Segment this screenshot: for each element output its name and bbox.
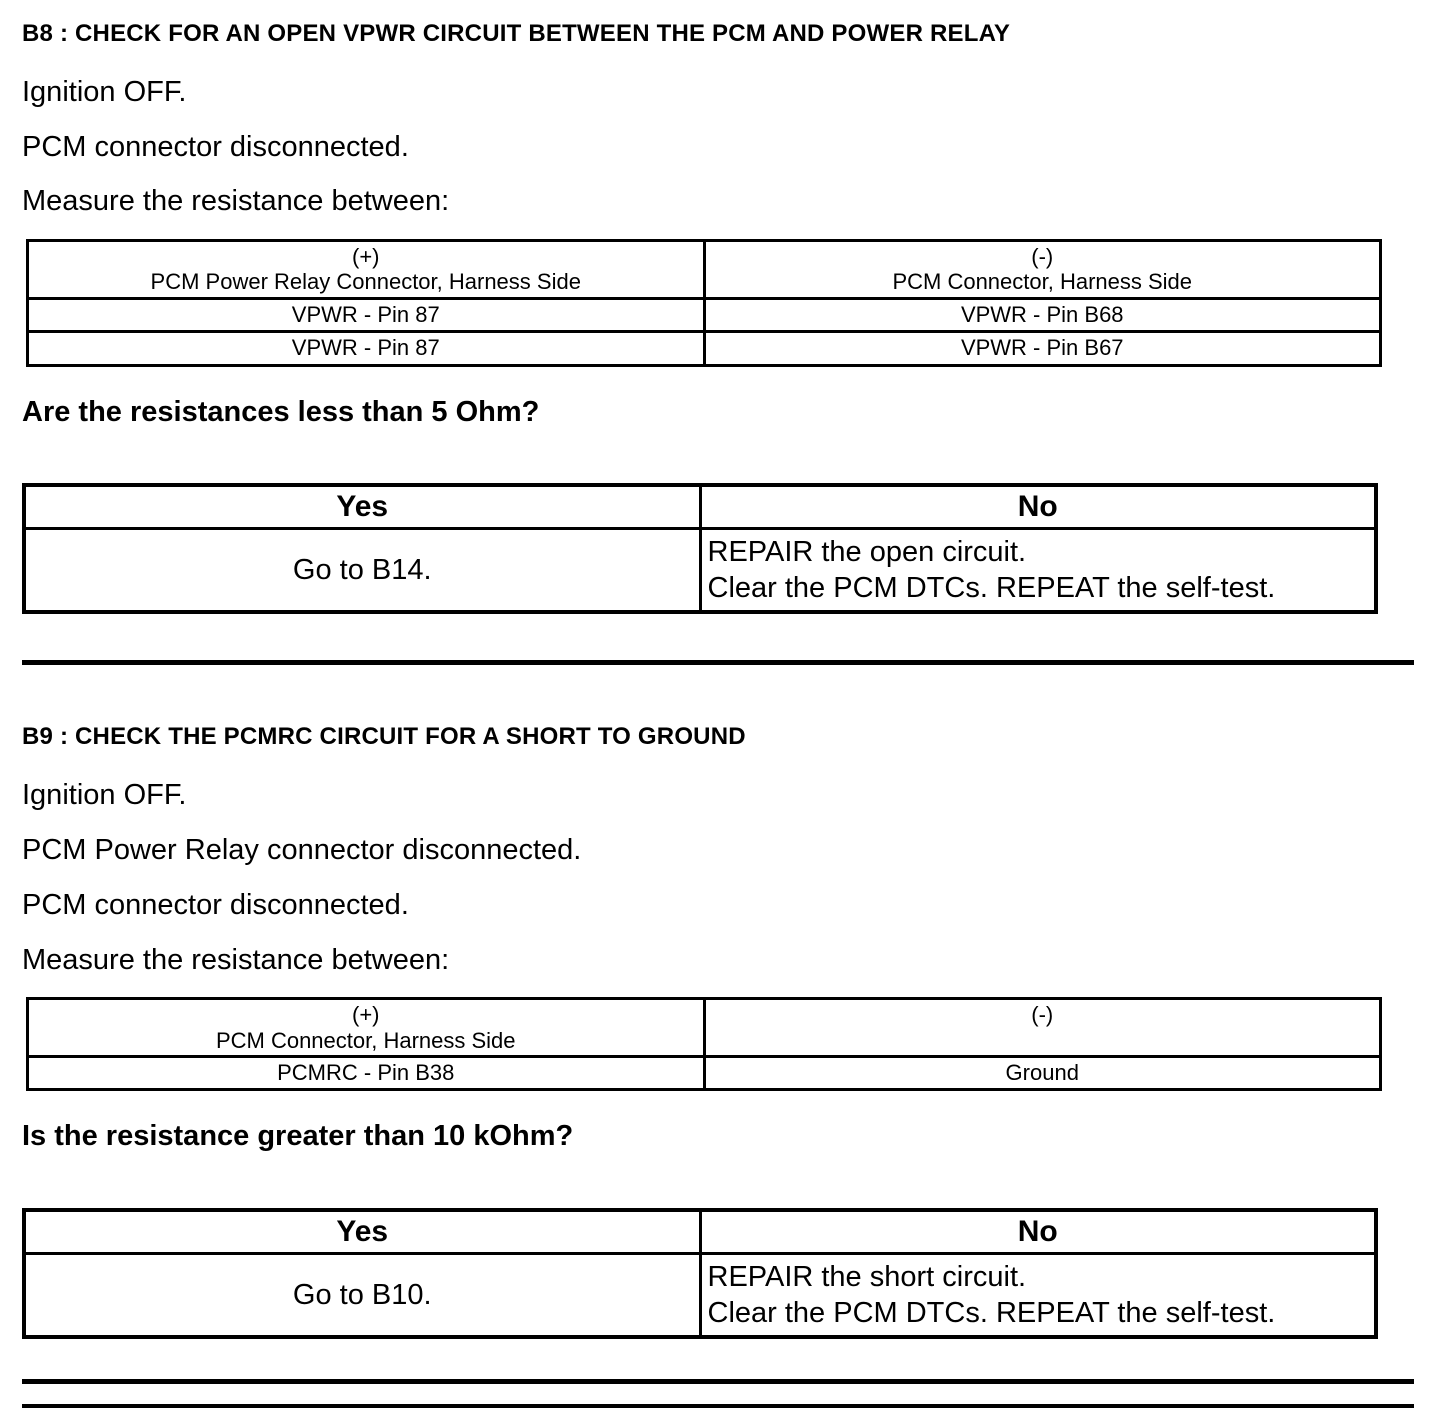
no-action-line: Clear the PCM DTCs. REPEAT the self-test. bbox=[707, 572, 1276, 605]
connector-plus-label: PCM Power Relay Connector, Harness Side bbox=[150, 269, 581, 295]
step-text: PCM connector disconnected. bbox=[22, 888, 409, 921]
step-text: PCM Power Relay connector disconnected. bbox=[22, 833, 582, 866]
decision-header-row bbox=[24, 1210, 1376, 1254]
no-header: No bbox=[700, 1210, 1376, 1254]
section-divider bbox=[22, 1379, 1414, 1384]
decision-table-b9 bbox=[22, 1208, 1378, 1339]
no-action-line: REPAIR the short circuit. bbox=[707, 1260, 1027, 1293]
measurement-header-row bbox=[28, 999, 1381, 1057]
yes-header: Yes bbox=[24, 1210, 700, 1254]
decision-row bbox=[24, 1254, 1376, 1338]
measurement-pin-minus: Ground bbox=[704, 1056, 1381, 1089]
step-text: Ignition OFF. bbox=[22, 75, 187, 108]
measurement-header-minus bbox=[704, 241, 1381, 299]
section-b8 bbox=[22, 20, 1418, 614]
section-b8-heading: B8 : CHECK FOR AN OPEN VPWR CIRCUIT BETWEEN THE PCM AND POWER RELAY bbox=[22, 20, 1011, 47]
section-b9 bbox=[22, 723, 1418, 1339]
no-action-line: REPAIR the open circuit. bbox=[707, 536, 1027, 569]
no-action bbox=[700, 1254, 1376, 1338]
step-text: Measure the resistance between: bbox=[22, 943, 450, 976]
measurement-table-b9 bbox=[26, 997, 1382, 1091]
measurement-pin-plus: PCMRC - Pin B38 bbox=[28, 1056, 705, 1089]
connector-plus-label: PCM Connector, Harness Side bbox=[215, 1027, 516, 1053]
step-text: PCM connector disconnected. bbox=[22, 130, 409, 163]
measurement-header-plus bbox=[28, 241, 705, 299]
section-b9-heading: B9 : CHECK THE PCMRC CIRCUIT FOR A SHORT TO GROUND bbox=[22, 723, 746, 751]
polarity-minus-label: (-) bbox=[1031, 244, 1054, 270]
measurement-header-minus bbox=[704, 999, 1381, 1057]
no-action bbox=[700, 529, 1376, 613]
polarity-plus-label: (+) bbox=[352, 244, 380, 270]
decision-table-b8 bbox=[22, 483, 1378, 614]
yes-header: Yes bbox=[24, 485, 700, 529]
decision-row bbox=[24, 529, 1376, 613]
measurement-row bbox=[28, 1056, 1381, 1089]
measurement-pin-minus: VPWR - Pin B68 bbox=[704, 298, 1381, 331]
no-header: No bbox=[700, 485, 1376, 529]
connector-minus-label: PCM Connector, Harness Side bbox=[892, 269, 1193, 295]
polarity-minus-label: (-) bbox=[1031, 1002, 1054, 1028]
page-bottom-rule bbox=[22, 1404, 1414, 1408]
test-question: Are the resistances less than 5 Ohm? bbox=[22, 395, 540, 428]
measurement-pin-plus: VPWR - Pin 87 bbox=[28, 298, 705, 331]
measurement-header-row bbox=[28, 241, 1381, 299]
measurement-pin-minus: VPWR - Pin B67 bbox=[704, 332, 1381, 365]
measurement-row bbox=[28, 298, 1381, 331]
measurement-header-plus bbox=[28, 999, 705, 1057]
no-action-line: Clear the PCM DTCs. REPEAT the self-test. bbox=[707, 1297, 1276, 1330]
measurement-table-b8 bbox=[26, 239, 1382, 366]
section-divider bbox=[22, 660, 1414, 665]
test-question: Is the resistance greater than 10 kOhm? bbox=[22, 1120, 574, 1153]
polarity-plus-label: (+) bbox=[352, 1002, 380, 1028]
yes-action: Go to B14. bbox=[24, 529, 700, 613]
measurement-pin-plus: VPWR - Pin 87 bbox=[28, 332, 705, 365]
step-text: Measure the resistance between: bbox=[22, 185, 450, 218]
step-text: Ignition OFF. bbox=[22, 779, 187, 812]
decision-header-row bbox=[24, 485, 1376, 529]
yes-action: Go to B10. bbox=[24, 1254, 700, 1338]
measurement-row bbox=[28, 332, 1381, 365]
